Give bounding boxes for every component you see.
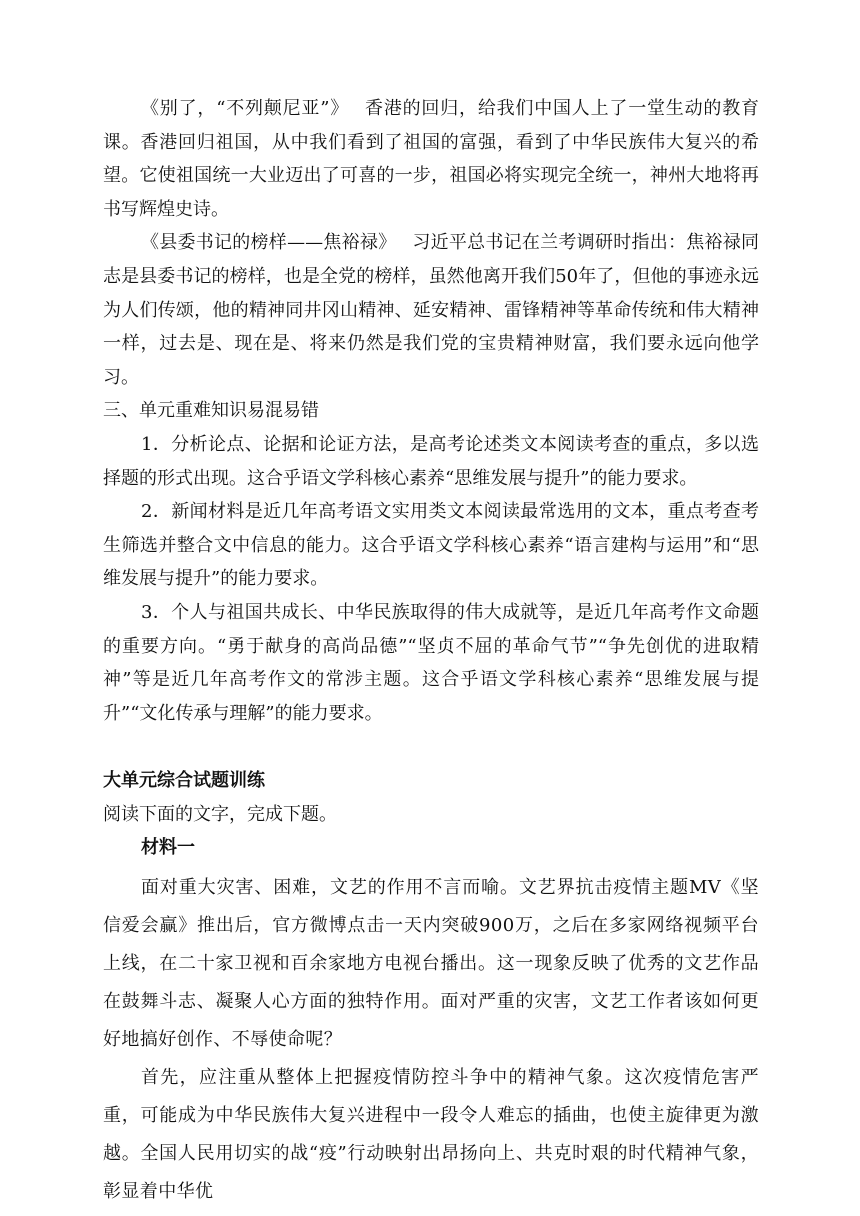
work-title: 《县委书记的榜样——焦裕禄》 [141,232,397,254]
section-three-heading: 三、单元重难知识易混易错 [103,400,319,422]
article-paragraph: 首先，应注重从整体上把握疫情防控斗争中的精神气象。这次疫情危害严重，可能成为中华民族伟大复兴进程中一段令人难忘的插曲，也使主旋律更为激越。全国人民用切实的战“疫”行动映射出昂扬向上、共克时艰的时代精神气象，彰显着中华优 [103,1067,759,1203]
paragraph-jiao-yulu [103,226,759,394]
list-item: 3．个人与祖国共成长、中华民族取得的伟大成就等，是近几年高考作文命题的重要方向。“勇于献身的高尚品德”“坚贞不屈的革命气节”“争先创优的进取精神”等是近几年高考作文的常涉主题。这合乎语文学科核心素养“思维发展与提升”“文化传承与理解”的能力要求。 [103,601,759,724]
paragraph-text: 香港的回归，给我们中国人上了一堂生动的教育课。香港回归祖国，从中我们看到了祖国的富强，看到了中华民族伟大复兴的希望。它使祖国统一大业迈出了可喜的一步，祖国必将实现完全统一，神州大地将再书写辉煌史诗。 [103,98,760,220]
list-item: 1．分析论点、论据和论证方法，是高考论述类文本阅读考查的重点，多以选择题的形式出现。这合乎语文学科核心素养“思维发展与提升”的能力要求。 [103,433,759,489]
list-item: 2．新闻材料是近几年高考语文实用类文本阅读最常选用的文本，重点考查考生筛选并整合文中信息的能力。这合乎语文学科核心素养“语言建构与运用”和“思维发展与提升”的能力要求。 [103,501,759,590]
training-heading: 大单元综合试题训练 [103,770,265,792]
work-title: 《别了，“不列颠尼亚”》 [141,98,350,119]
material-one-text [103,869,759,1211]
material-label: 材料一 [141,837,195,859]
blank-line [103,730,759,764]
paragraph-farewell-britannia [103,92,759,226]
article-paragraph: 面对重大灾害、困难，文艺的作用不言而喻。文艺界抗击疫情主题MV《坚信爱会赢》推出后，官方微博点击一天内突破900万，之后在多家网络视频平台上线，在二十家卫视和百余家地方电视台播出。这一现象反映了优秀的文艺作品在鼓舞斗志、凝聚人心方面的独特作用。面对严重的灾害，文艺工作者该如何更好地搞好创作、不辱使命呢？ [103,877,759,1051]
document-body [103,92,759,1211]
reading-instruction: 阅读下面的文字，完成下题。 [103,803,337,825]
paragraph-text: 习近平总书记在兰考调研时指出：焦裕禄同志是县委书记的榜样，也是全党的榜样，虽然他离开我们50年了，但他的事迹永远为人们传颂，他的精神同井冈山精神、延安精神、雷锋精神等革命传统和伟大精神一样，过去是、现在是、将来仍然是我们党的宝贵精神财富，我们要永远向他学习。 [103,232,760,388]
